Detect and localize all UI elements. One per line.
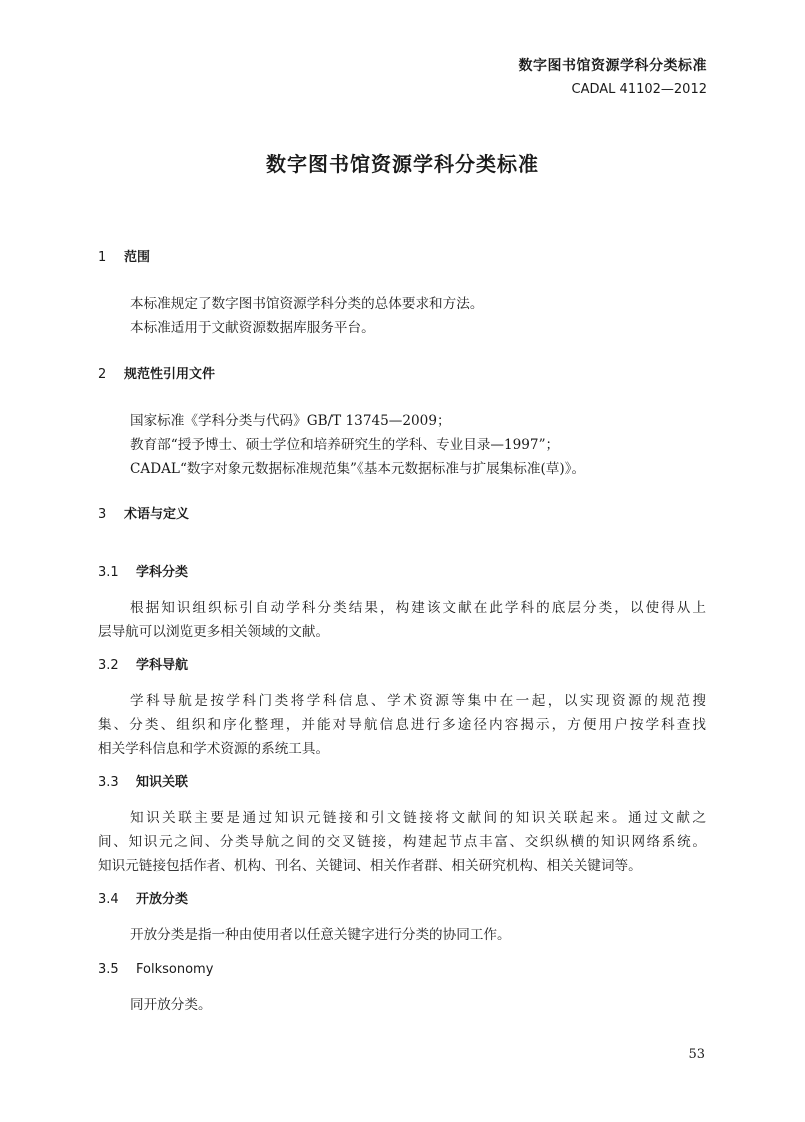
paragraph-line: 本标准适用于文献资源数据库服务平台。 (130, 320, 375, 336)
subsection-number: 3.2 (98, 658, 119, 673)
subsection-heading-subject-navigation (98, 657, 188, 675)
paragraph-line: 知识关联主要是通过知识元链接和引文链接将文献间的知识关联起来。通过文献之 (130, 810, 706, 826)
header-title: 数字图书馆资源学科分类标准 (518, 58, 707, 74)
paragraph-line: 集、分类、组织和序化整理，并能对导航信息进行多途径内容揭示，方便用户按学科查找 (98, 717, 706, 733)
definition-open-classification (98, 923, 706, 947)
section-heading-scope (98, 249, 150, 267)
subsection-title: Folksonomy (136, 962, 214, 977)
paragraph-line: 同开放分类。 (130, 997, 212, 1013)
subsection-title: 学科导航 (136, 658, 189, 673)
document-title: 数字图书馆资源学科分类标准 (266, 152, 539, 176)
paragraph-line: 学科导航是按学科门类将学科信息、学术资源等集中在一起，以实现资源的规范搜 (130, 693, 706, 709)
paragraph-line: 开放分类是指一种由使用者以任意关键字进行分类的协同工作。 (130, 927, 511, 943)
running-header (519, 55, 708, 101)
definition-folksonomy (98, 993, 706, 1017)
header-standard-code: CADAL 41102—2012 (571, 82, 707, 97)
scope-paragraph (98, 292, 706, 340)
page-number: 53 (688, 1047, 705, 1062)
subsection-heading-open-classification (98, 891, 188, 909)
subsection-title: 开放分类 (136, 892, 189, 907)
definition-knowledge-association (98, 806, 706, 878)
paragraph-line: 层导航可以浏览更多相关领域的文献。 (98, 624, 330, 640)
section-title: 范围 (124, 250, 151, 265)
reference-item: 教育部“授予博士、硕士学位和培养研究生的学科、专业目录—1997”； (130, 437, 560, 453)
definition-subject-navigation (98, 689, 706, 761)
paragraph-line: 相关学科信息和学术资源的系统工具。 (98, 741, 330, 757)
references-list (98, 409, 706, 481)
subsection-number: 3.5 (98, 962, 119, 977)
subsection-number: 3.1 (98, 565, 119, 580)
subsection-title: 知识关联 (136, 775, 189, 790)
subsection-title: 学科分类 (136, 565, 189, 580)
subsection-heading-knowledge-association (98, 774, 188, 792)
section-number: 2 (98, 367, 107, 382)
paragraph-line: 根据知识组织标引自动学科分类结果，构建该文献在此学科的底层分类，以使得从上 (130, 600, 706, 616)
subsection-number: 3.3 (98, 775, 119, 790)
paragraph-line: 本标准规定了数字图书馆资源学科分类的总体要求和方法。 (130, 296, 484, 312)
section-title: 术语与定义 (124, 507, 190, 522)
section-number: 3 (98, 507, 107, 522)
section-title: 规范性引用文件 (124, 367, 216, 382)
section-number: 1 (98, 250, 107, 265)
paragraph-line: 知识元链接包括作者、机构、刊名、关键词、相关作者群、相关研究机构、相关关键词等。 (98, 858, 642, 874)
paragraph-line: 间、知识元之间、分类导航之间的交叉链接，构建起节点丰富、交织纵横的知识网络系统。 (98, 834, 706, 850)
subsection-number: 3.4 (98, 892, 119, 907)
subsection-heading-subject-classification (98, 564, 188, 582)
reference-item: 国家标准《学科分类与代码》GB/T 13745—2009； (130, 413, 451, 429)
reference-item: CADAL“数字对象元数据标准规范集”《基本元数据标准与扩展集标准(草)》。 (130, 461, 586, 477)
section-heading-normative-references (98, 366, 215, 384)
subsection-heading-folksonomy (98, 961, 213, 979)
section-heading-terms (98, 506, 189, 524)
definition-subject-classification (98, 596, 706, 644)
